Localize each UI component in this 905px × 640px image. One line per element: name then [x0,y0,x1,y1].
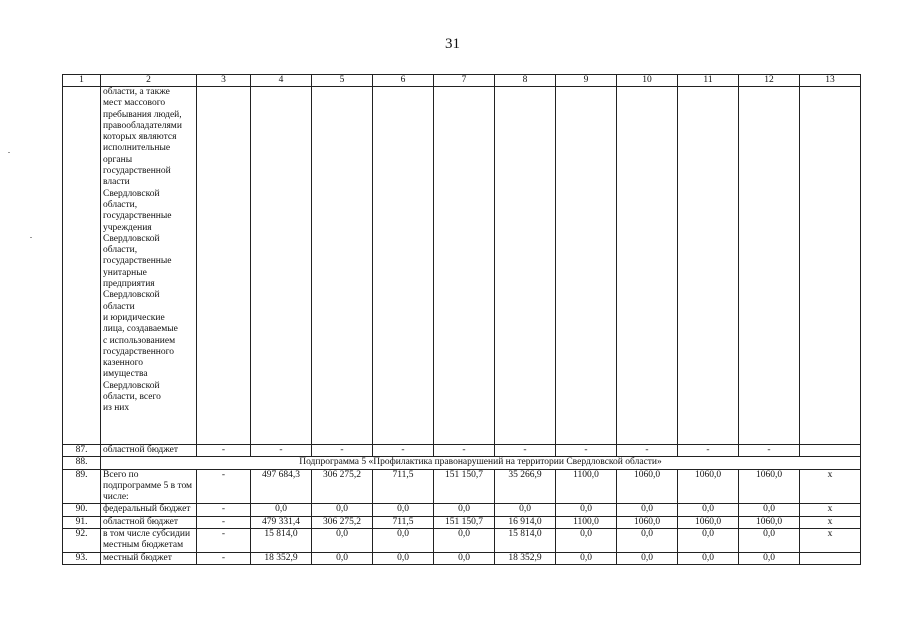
row-number: 88. [63,457,101,469]
value-cell: 0,0 [739,552,800,564]
value-cell: - [617,445,678,457]
description-line: унитарные [103,267,147,278]
description-line: и юридические [103,312,165,323]
row-number: 89. [63,469,101,504]
column-number: 13 [800,75,861,87]
value-cell: 15 814,0 [251,529,312,553]
description-line: государственного [103,346,175,357]
value-cell: 151 150,7 [434,469,495,504]
value-cell: - [373,445,434,457]
table-cell [251,87,312,445]
table-row [63,469,861,504]
value-cell: - [434,445,495,457]
value-cell: 16 914,0 [495,516,556,528]
column-number: 8 [495,75,556,87]
value-cell: - [556,445,617,457]
budget-table [62,74,861,565]
value-cell: - [197,445,251,457]
row-number: 92. [63,529,101,553]
value-cell: 0,0 [678,552,739,564]
value-cell: 0,0 [739,504,800,516]
table-cell [739,87,800,445]
table-cell [312,87,373,445]
row-number: 90. [63,504,101,516]
value-cell: 15 814,0 [495,529,556,553]
value-cell: 306 275,2 [312,469,373,504]
value-cell: 0,0 [312,529,373,553]
value-cell: 0,0 [678,529,739,553]
value-cell [800,445,861,457]
value-cell: х [800,516,861,528]
value-cell: - [197,504,251,516]
value-cell: 306 275,2 [312,516,373,528]
value-cell: 18 352,9 [495,552,556,564]
page-number: 31 [445,36,460,52]
description-line: государственные [103,211,172,222]
value-cell: 35 266,9 [495,469,556,504]
value-cell: - [495,445,556,457]
value-cell: х [800,469,861,504]
value-cell: 0,0 [678,504,739,516]
column-number: 2 [101,75,197,87]
description-line: пребывания людей, [103,109,182,120]
description-line: с использованием [103,335,176,346]
row-description: Всего по подпрограмме 5 в том числе: [101,469,197,504]
description-line: области, [103,199,138,210]
value-cell: 0,0 [373,529,434,553]
value-cell: 0,0 [739,529,800,553]
value-cell: 1100,0 [556,516,617,528]
scan-speck [8,152,10,153]
row-number: 93. [63,552,101,564]
value-cell: - [197,469,251,504]
table-row [63,552,861,564]
description-line: области, всего [103,392,161,403]
value-cell: - [312,445,373,457]
value-cell [800,552,861,564]
value-cell: 0,0 [251,504,312,516]
table-cell [434,87,495,445]
value-cell: 0,0 [373,504,434,516]
table-cell [556,87,617,445]
value-cell: 711,5 [373,516,434,528]
value-cell: 497 684,3 [251,469,312,504]
column-number: 5 [312,75,373,87]
row-number: 87. [63,445,101,457]
value-cell: - [197,552,251,564]
value-cell: 1060,0 [678,469,739,504]
description-line: мест массового [103,98,166,109]
value-cell: 711,5 [373,469,434,504]
row-description: в том числе субсидии местным бюджетам [101,529,197,553]
description-line: Свердловской [103,188,160,199]
table-cell [495,87,556,445]
column-number: 1 [63,75,101,87]
value-cell: 0,0 [556,529,617,553]
row-description: областной бюджет [101,445,197,457]
description-line: государственной [103,166,171,177]
value-cell: - [678,445,739,457]
column-number: 6 [373,75,434,87]
column-number: 12 [739,75,800,87]
value-cell: 1060,0 [678,516,739,528]
table-cell [617,87,678,445]
value-cell: - [251,445,312,457]
row-number [63,87,101,445]
value-cell: - [739,445,800,457]
table-row [63,445,861,457]
table-row [63,457,861,469]
table-cell [800,87,861,445]
table-row [63,516,861,528]
description-line: власти [103,177,130,188]
value-cell: 0,0 [373,552,434,564]
row-description [101,87,197,445]
description-line: Свердловской [103,380,160,391]
value-cell: 0,0 [556,504,617,516]
value-cell: 0,0 [434,504,495,516]
description-line: исполнительные [103,143,171,154]
table-cell [197,87,251,445]
column-number: 10 [617,75,678,87]
scan-speck [30,237,32,238]
description-line: из них [103,403,130,414]
value-cell: 1060,0 [739,469,800,504]
value-cell: 479 331,4 [251,516,312,528]
value-cell: 1060,0 [617,469,678,504]
table-row [63,529,861,553]
column-number-row [63,75,861,87]
subprogram-title: Подпрограмма 5 «Профилактика правонарушений на территории Свердловской области» [101,457,861,469]
row-description: областной бюджет [101,516,197,528]
description-line: которых являются [103,132,177,143]
value-cell: 1100,0 [556,469,617,504]
column-number: 9 [556,75,617,87]
description-line: лица, создаваемые [103,324,178,335]
description-line: имущества [103,369,148,380]
description-line: учреждения [103,222,152,233]
value-cell: - [197,529,251,553]
value-cell: 0,0 [556,552,617,564]
description-line: области [103,301,135,312]
value-cell: х [800,504,861,516]
value-cell: 0,0 [312,504,373,516]
value-cell: 1060,0 [739,516,800,528]
description-line: правообладателями [103,120,182,131]
value-cell: 0,0 [617,529,678,553]
table-cell [678,87,739,445]
value-cell: 0,0 [617,504,678,516]
description-line: предприятия [103,279,155,290]
value-cell: - [197,516,251,528]
description-line: Свердловской [103,233,160,244]
column-number: 7 [434,75,495,87]
column-number: 11 [678,75,739,87]
value-cell: 151 150,7 [434,516,495,528]
value-cell: 0,0 [312,552,373,564]
description-line: области, [103,245,138,256]
column-number: 4 [251,75,312,87]
value-cell: х [800,529,861,553]
value-cell: 1060,0 [617,516,678,528]
description-line: органы [103,154,133,165]
value-cell: 0,0 [434,552,495,564]
column-number: 3 [197,75,251,87]
description-line: области, а также [103,87,170,97]
row-description: федеральный бюджет [101,504,197,516]
value-cell: 18 352,9 [251,552,312,564]
row-number: 91. [63,516,101,528]
description-line: государственные [103,256,172,267]
value-cell: 0,0 [617,552,678,564]
table-cell [373,87,434,445]
description-line: казенного [103,358,143,369]
value-cell: 0,0 [434,529,495,553]
continued-row [63,87,861,445]
value-cell: 0,0 [495,504,556,516]
description-line: Свердловской [103,290,160,301]
row-description: местный бюджет [101,552,197,564]
table-row [63,504,861,516]
